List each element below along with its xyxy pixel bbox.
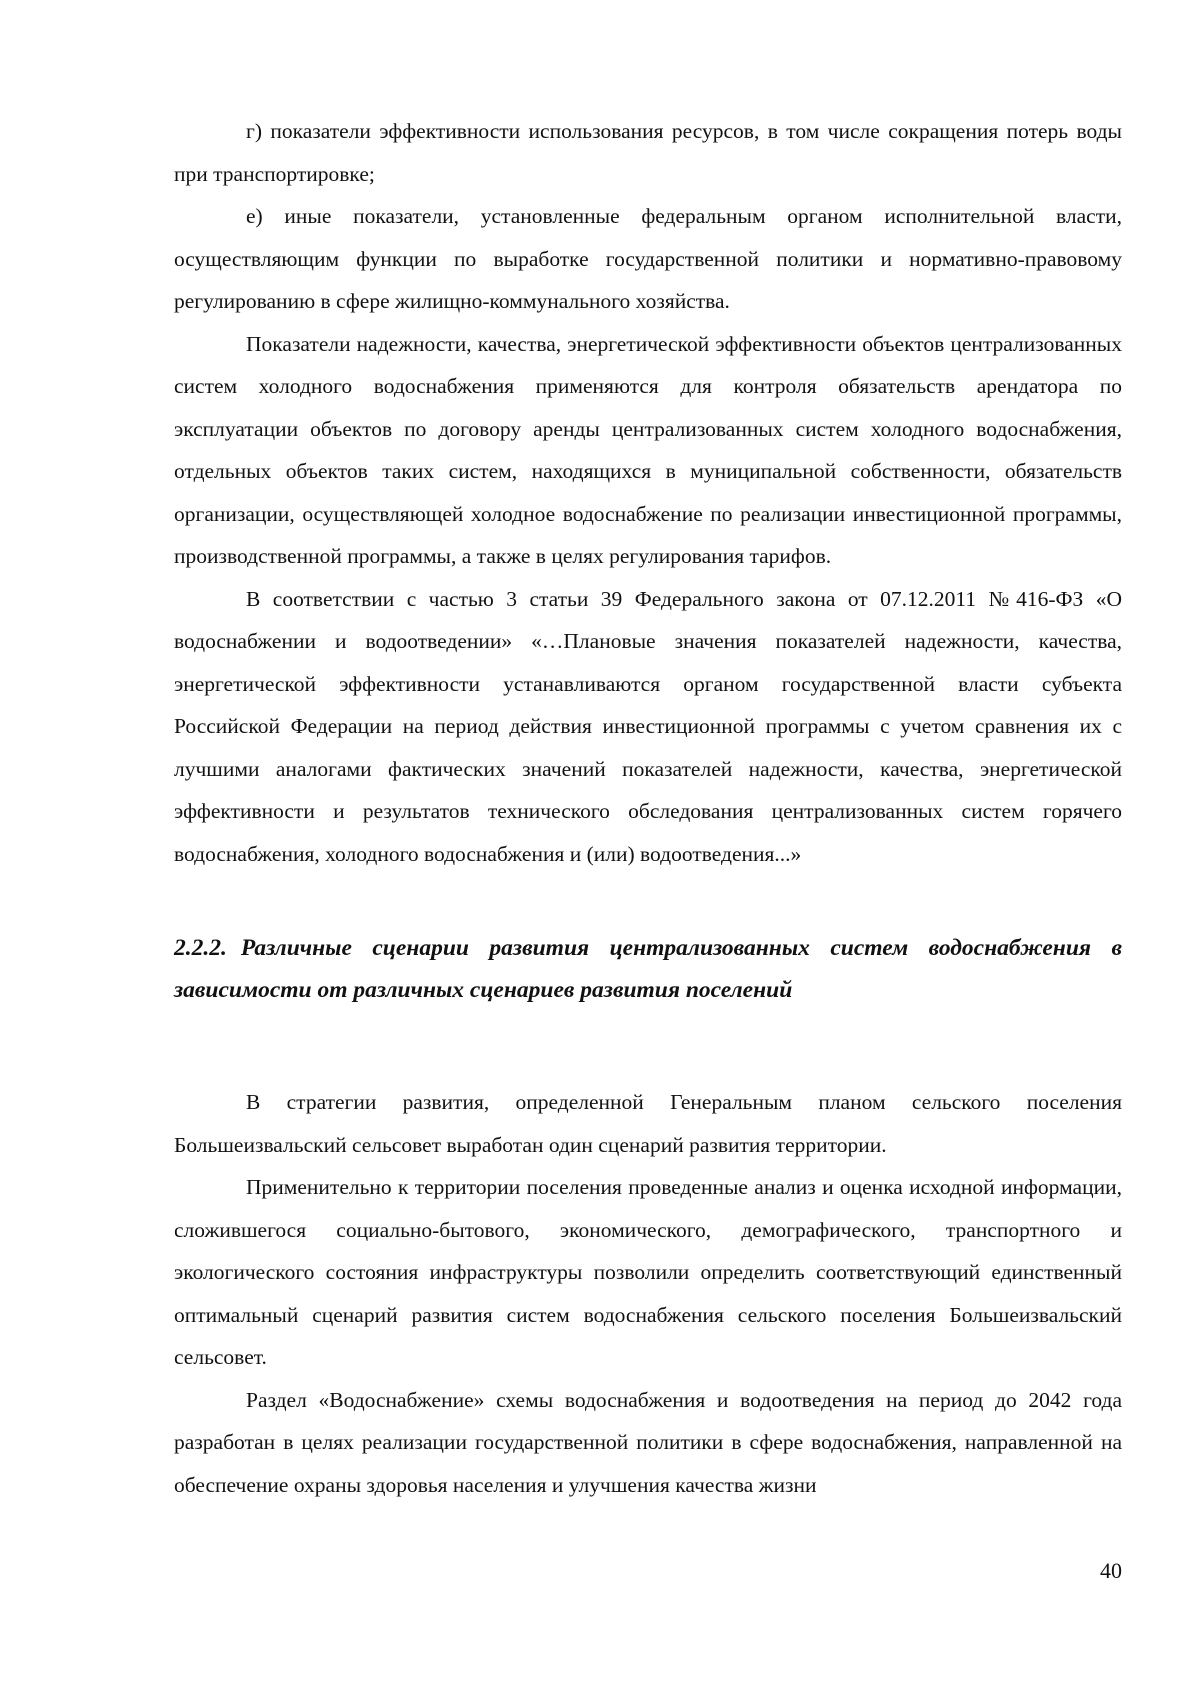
document-page — [174, 110, 1122, 1506]
paragraph: е) иные показатели, установленные федеральным органом исполнительной власти, осуществляющим функции по выработке государственной политики и нормативно-правовому регулированию в сфере жилищно-коммунального хозяйства. — [174, 204, 1122, 313]
paragraph: Показатели надежности, качества, энергетической эффективности объектов централизованных систем холодного водоснабжения применяются для контроля обязательств арендатора по эксплуатации объектов по договору аренды централизованных систем холодного водоснабжения, отдельных объектов таких систем, находящихся в муниципальной собственности, обязательств организации, осуществляющей холодное водоснабжение по реализации инвестиционной программы, производственной программы, а также в целях регулирования тарифов. — [174, 331, 1122, 568]
section-heading — [174, 927, 1122, 1011]
paragraph: Применительно к территории поселения проведенные анализ и оценка исходной информации, сложившегося социально-бытового, экономического, демографического, транспортного и экологического состояния инфраструктуры позволили определить соответствующий единственный оптимальный сценарий развития систем водоснабжения сельского поселения Большеизвальский сельсовет. — [174, 1175, 1122, 1369]
page-number: 40 — [1100, 1558, 1122, 1583]
paragraph: Раздел «Водоснабжение» схемы водоснабжения и водоотведения на период до 2042 года разработан в целях реализации государственной политики в сфере водоснабжения, направленной на обеспечение охраны здоровья населения и улучшения качества жизни — [174, 1387, 1122, 1497]
paragraph: В соответствии с частью 3 статьи 39 Федерального закона от 07.12.2011 №416-ФЗ «О водоснабжении и водоотведении» «…Плановые значения показателей надежности, качества, энергетической эффективности устанавливаются органом государственной власти субъекта Российской Федерации на период действия инвестиционной программы с учетом сравнения их с лучшими аналогами фактических значений показателей надежности, качества, энергетической эффективности и результатов технического обследования централизованных систем горячего водоснабжения, холодного водоснабжения и (или) водоотведения...» — [174, 586, 1122, 866]
section-number: 2.2.2. — [174, 935, 227, 961]
paragraph: г) показатели эффективности использования ресурсов, в том числе сокращения потерь воды при транспортировке; — [174, 119, 1122, 186]
section-title: Различные сценарии развития централизованных систем водоснабжения в зависимости от различных сценариев развития поселений — [174, 935, 1122, 1003]
paragraph: В стратегии развития, определенной Генеральным планом сельского поселения Большеизвальский сельсовет выработан один сценарий развития территории. — [174, 1090, 1122, 1157]
